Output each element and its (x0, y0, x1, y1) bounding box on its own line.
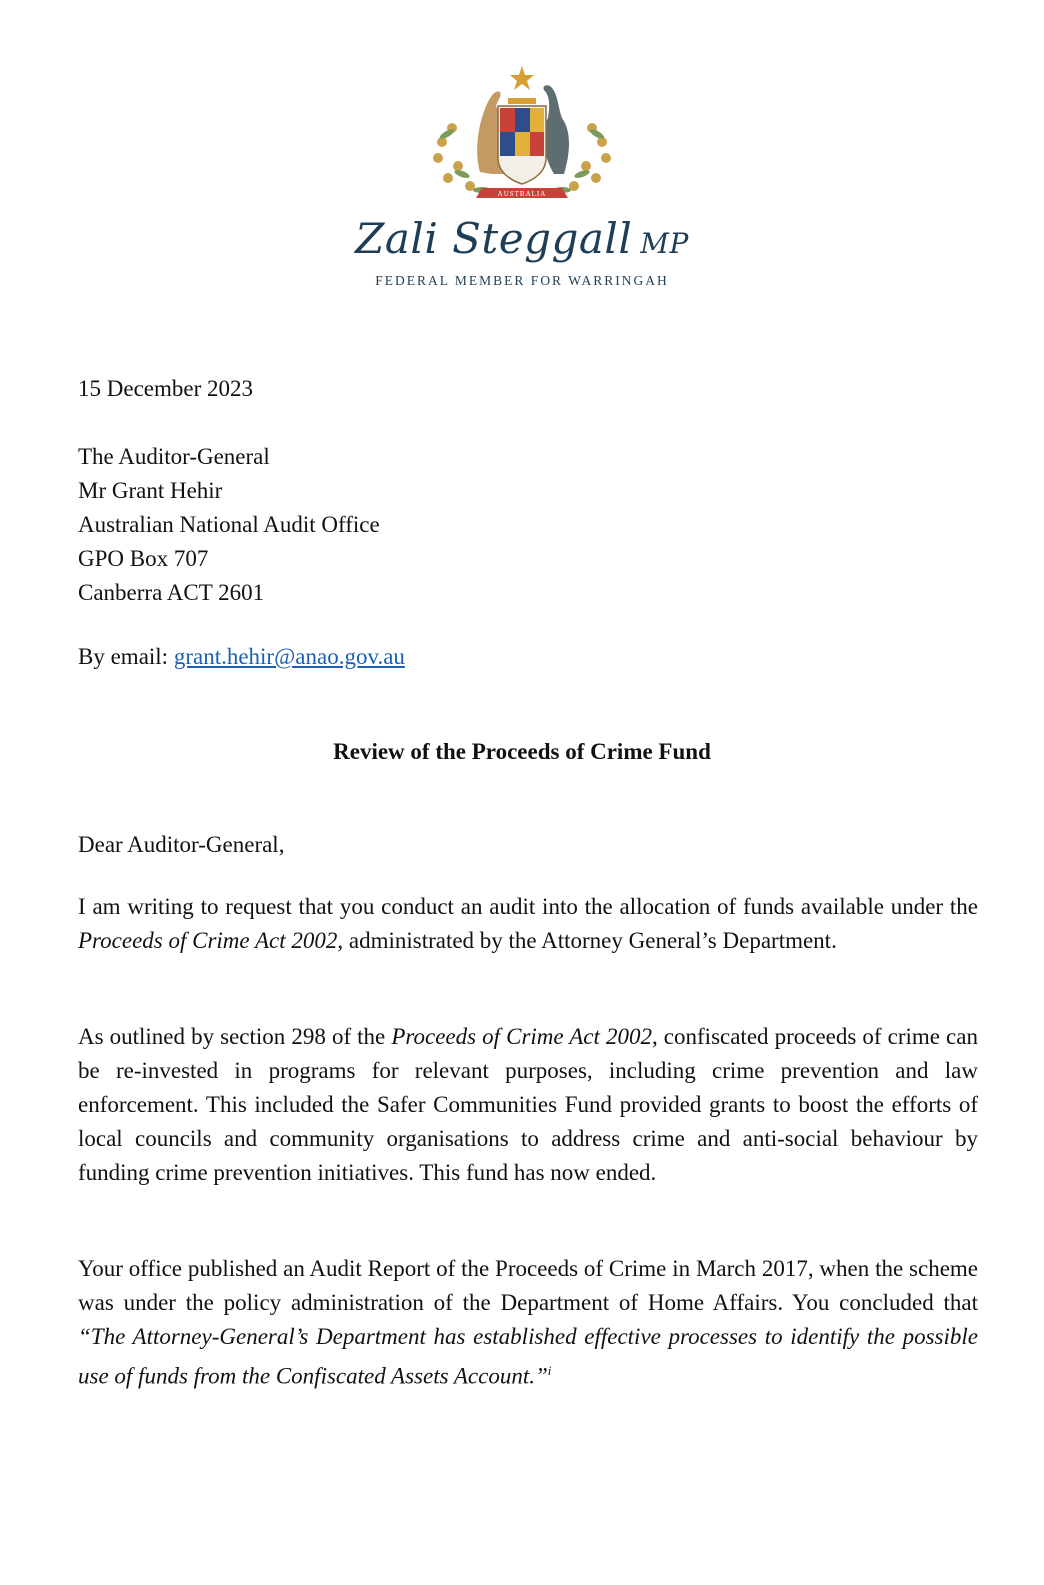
coat-of-arms-icon (422, 62, 622, 212)
recipient-line: Mr Grant Hehir (78, 478, 223, 503)
recipient-line: GPO Box 707 (78, 546, 209, 571)
paragraph-text: , confiscated proceeds of crime can be re-invested in programs for relevant purposes, including crime prevention and law enforcement. This included the Safer Communities Fund provided grants to boost the efforts of local councils and community organisations to address crime and anti-social behaviour by funding crime prevention initiatives. This fund has now ended. (78, 1024, 978, 1185)
letterhead (0, 62, 1044, 289)
member-name (0, 216, 1044, 267)
act-title: Proceeds of Crime Act 2002 (78, 928, 338, 953)
member-name-suffix: MP (640, 227, 689, 260)
email-link[interactable]: grant.hehir@anao.gov.au (173, 644, 405, 669)
recipient-line: Australian National Audit Office (78, 512, 380, 537)
audit-quote: “The Attorney-General’s Department has established effective processes to identify the possible use of funds from the Confiscated Assets Account.” (78, 1324, 978, 1389)
paragraph-text: I am writing to request that you conduct an audit into the allocation of funds available under the (78, 894, 978, 919)
paragraph-3 (78, 1252, 978, 1394)
letter-date: 15 December 2023 (78, 376, 253, 401)
email-line (78, 640, 978, 674)
letter-subject: Review of the Proceeds of Crime Fund (333, 739, 711, 764)
email-label: By email: (78, 644, 169, 669)
salutation: Dear Auditor-General, (78, 832, 285, 857)
footnote-ref[interactable]: i (547, 1363, 552, 1378)
crest-ribbon-text: AUSTRALIA (497, 190, 547, 198)
member-title: FEDERAL MEMBER FOR WARRINGAH (375, 273, 669, 288)
member-name-text: Zali Steggall (355, 214, 633, 263)
recipient-line: The Auditor-General (78, 444, 270, 469)
act-title: Proceeds of Crime Act 2002 (391, 1024, 652, 1049)
recipient-line: Canberra ACT 2601 (78, 580, 265, 605)
paragraph-2 (78, 1020, 978, 1190)
recipient-address (78, 440, 978, 610)
paragraph-text: As outlined by section 298 of the (78, 1024, 392, 1049)
paragraph-text: Your office published an Audit Report of the Proceeds of Crime in March 2017, when the scheme was under the policy administration of the Department of Home Affairs. You concluded that (78, 1256, 978, 1315)
paragraph-1 (78, 890, 978, 958)
paragraph-text: , administrated by the Attorney General’s Department. (337, 928, 837, 953)
